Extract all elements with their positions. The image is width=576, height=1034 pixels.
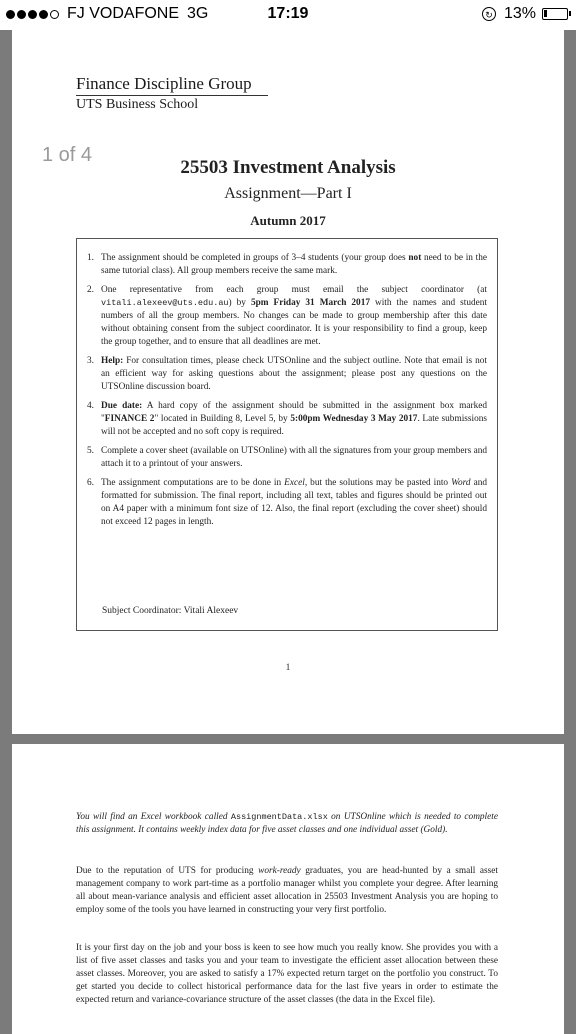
text-run: . Late submissions will not be accepted and no soft copy is required. (101, 414, 488, 437)
instruction-item (87, 252, 487, 278)
item-number: 5. (87, 446, 94, 456)
instruction-item (87, 445, 487, 471)
text-run: " located in Building 8, Level 5, by (154, 414, 291, 424)
text-run: The assignment computations are to be done in (101, 478, 285, 488)
document-page-2[interactable] (12, 744, 564, 1034)
item-number: 4. (87, 401, 94, 411)
text-run: AssignmentData.xlsx (230, 812, 328, 822)
instructions-list (87, 252, 487, 535)
network-type: 3G (187, 5, 209, 22)
page-indicator: 1 of 4 (42, 144, 93, 166)
text-run: 5:00pm Wednesday 3 May 2017 (290, 414, 418, 424)
text-run: need to be in the same tutorial class). All group members receive the same mark. (101, 253, 487, 276)
document-page-1[interactable] (12, 30, 564, 734)
text-run: Due date: (101, 401, 143, 411)
text-run: graduates, you are head-hunted by a small asset management company to work part-time as a portfolio manager whilst you complete your degree. After learning all about mean-variance analysis and efficient asset allocation in 25503 Investment Analysis you are hoping to employ some of the tools you have learned in constructing your very first portfolio. (76, 866, 498, 915)
body-paragraph-2 (76, 942, 498, 1007)
header-group-name: Finance Discipline Group (76, 74, 252, 93)
text-run: FINANCE 2 (104, 414, 155, 424)
text-run: The assignment should be completed in groups of 3–4 students (your group does (101, 253, 409, 263)
text-run: One representative from each group must email the subject coordinator (at (101, 285, 487, 295)
text-run: , but the solutions may be pasted into (304, 478, 452, 488)
battery-icon (542, 8, 568, 20)
text-run: A hard copy of the assignment should be submitted in the assignment box marked " (101, 401, 487, 424)
text-run: 5pm Friday 31 March 2017 (250, 298, 370, 308)
document-term: Autumn 2017 (250, 213, 326, 228)
carrier-name: FJ VODAFONE (67, 5, 180, 22)
text-run: vitali.alexeev@uts.edu.au (101, 298, 229, 308)
text-run: and formatted for submission. The final report, including all text, tables and figures should be printed out on A4 paper with a minimum font size of 12. Also, the final report (excluding the cover sheet) should not exceed 12 pages in length. (101, 478, 488, 527)
status-bar (0, 0, 576, 30)
item-number: 3. (87, 356, 94, 366)
item-text (101, 400, 487, 439)
text-run: You will find an Excel workbook called (76, 812, 231, 822)
instruction-item (87, 477, 487, 529)
clock: 17:19 (267, 5, 309, 22)
rotation-lock-icon: ↻ (482, 7, 496, 21)
intro-paragraph (76, 811, 498, 837)
item-text (101, 284, 487, 349)
instruction-item (87, 400, 487, 439)
text-run: It is your first day on the job and your boss is keen to see how much you really know. She provides you with a list of five asset classes and tasks you and your team to investigate the efficient asset allocation between these asset classes. Moreover, you are asked to satisfy a 17% expected return target on the portfolio you construct. To get started you decide to collect historical performance data for the last five years in order to estimate the expected return and variance-covariance structure of the asset classes (the data in the Excel file). (76, 943, 498, 1005)
page-footer-number: 1 (285, 662, 291, 672)
item-number: 2. (87, 285, 94, 295)
document-subtitle: Assignment—Part I (224, 185, 352, 202)
text-run: Complete a cover sheet (available on UTSOnline) with all the signatures from your group members and attach it to a printout of your answers. (101, 446, 487, 469)
item-text (101, 252, 487, 278)
header-school-name: UTS Business School (76, 97, 199, 112)
document-title: 25503 Investment Analysis (180, 157, 396, 178)
text-run: For consultation times, please check UTSOnline and the subject outline. Note that email is not an efficient way for asking questions about the assignment; please post any questions on the UTSOnline discussion board. (101, 356, 487, 392)
instruction-item (87, 355, 487, 394)
subject-coordinator: Subject Coordinator: Vitali Alexeev (102, 606, 239, 616)
item-number: 6. (87, 478, 94, 488)
text-run: with the names and student numbers of all the group members. No changes can be made to group membership after this date without obtaining consent from the subject coordinator. It is your responsibility to find a group, keep the group together, and to ensure that all deadlines are met. (101, 298, 487, 347)
text-run: work-ready (258, 866, 301, 876)
text-run: on UTSOnline which is needed to complete this assignment. It contains weekly index data for five asset classes and one individual asset (Gold). (76, 812, 498, 835)
status-right (482, 5, 568, 23)
item-number: 1. (87, 253, 94, 263)
battery-percent: 13% (503, 5, 536, 22)
text-run: Excel (284, 478, 305, 488)
header-rule (76, 95, 268, 96)
instructions-box (76, 238, 498, 631)
instruction-item (87, 284, 487, 349)
text-run: not (408, 253, 422, 263)
item-text (101, 477, 487, 529)
body-paragraph-1 (76, 865, 498, 917)
text-run: Due to the reputation of UTS for producing (76, 866, 259, 876)
text-run: ) by (228, 298, 251, 308)
text-run: Word (451, 478, 471, 488)
text-run: Help: (101, 356, 124, 366)
item-text (101, 355, 487, 394)
item-text (101, 445, 487, 471)
